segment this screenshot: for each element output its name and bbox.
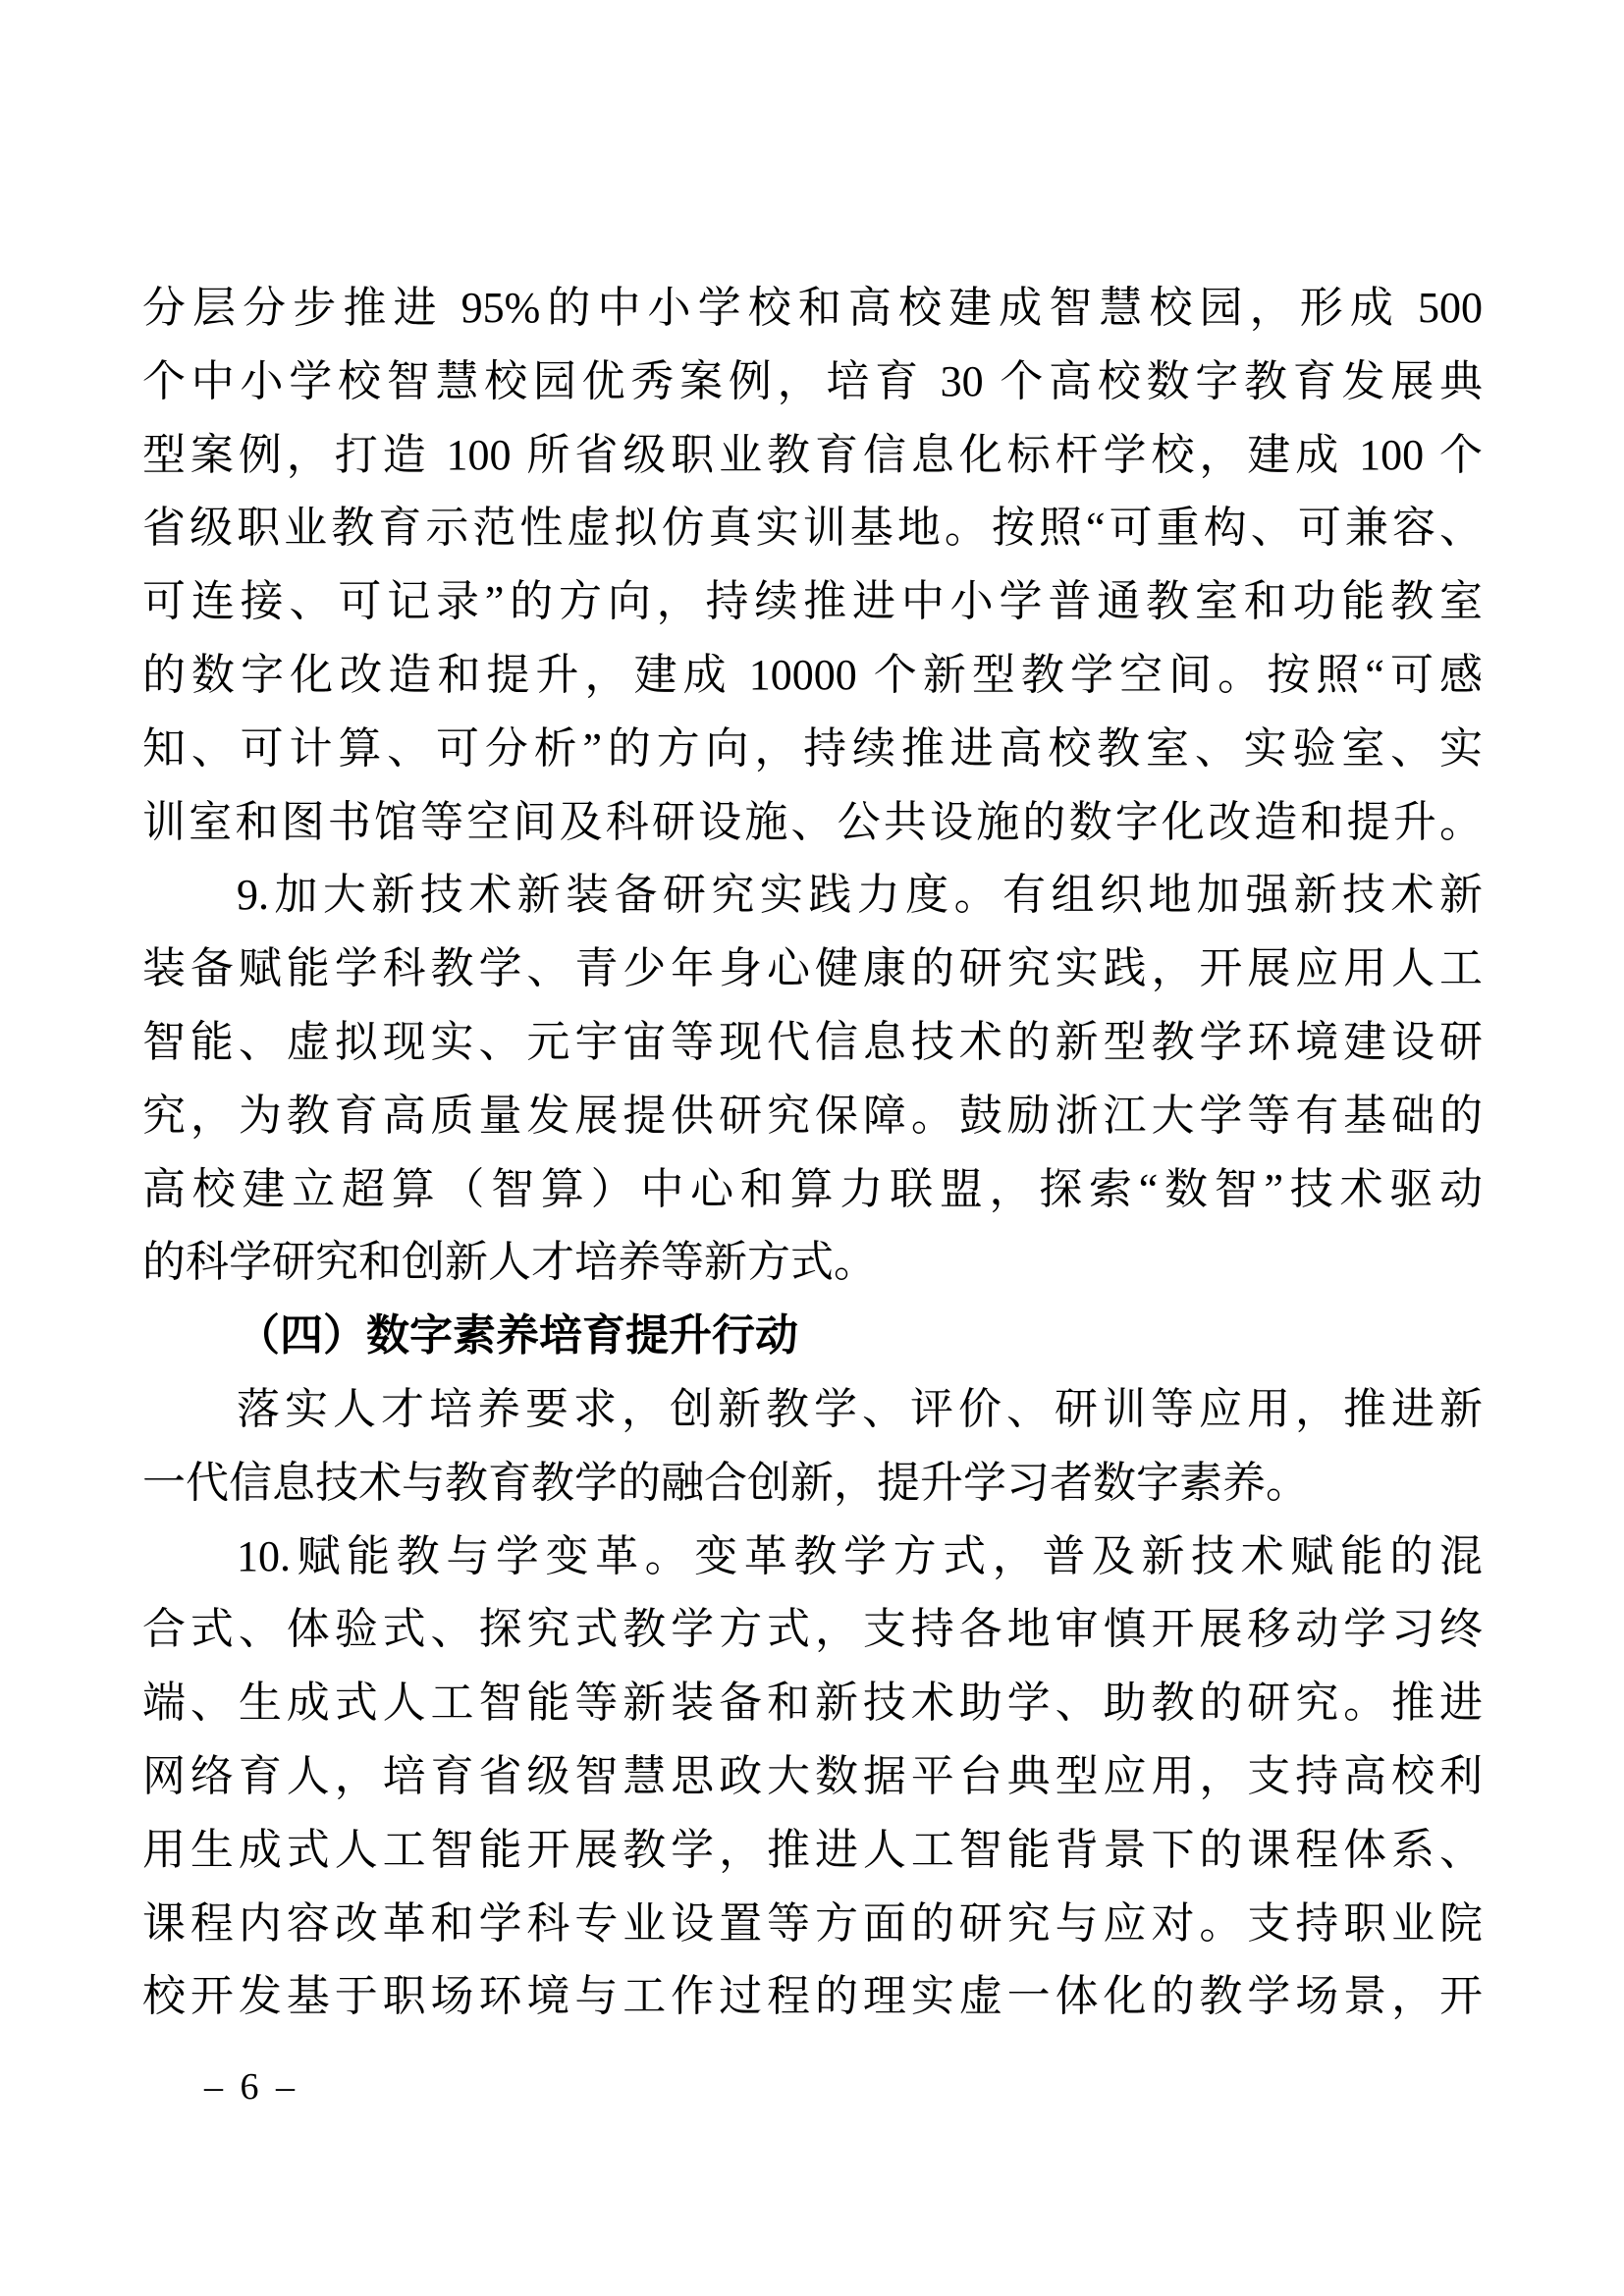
text-line: 究，为教育高质量发展提供研究保障。鼓励浙江大学等有基础的 xyxy=(142,1091,1483,1140)
text-line: 的数字化改造和提升，建成 10000 个新型教学空间。按照“可感 xyxy=(142,650,1483,699)
text-line: 课程内容改革和学科专业设置等方面的研究与应对。支持职业院 xyxy=(142,1898,1483,1948)
text-line: 分层分步推进 95%的中小学校和高校建成智慧校园，形成 500 xyxy=(142,284,1483,332)
text-line: 用生成式人工智能开展教学，推进人工智能背景下的课程体系、 xyxy=(142,1825,1483,1874)
text-line: 端、生成式人工智能等新装备和新技术助学、助教的研究。推进 xyxy=(142,1679,1483,1728)
text-line: 高校建立超算（智算）中心和算力联盟，探索“数智”技术驱动 xyxy=(142,1164,1483,1213)
paragraph xyxy=(142,1521,1483,2035)
section-heading xyxy=(142,1300,1483,1373)
text-line: 个中小学校智慧校园优秀案例，培育 30 个高校数字教育发展典 xyxy=(142,356,1483,405)
page-number: – 6 – xyxy=(204,2066,298,2108)
paragraph xyxy=(142,859,1483,1300)
text-line: 校开发基于职场环境与工作过程的理实虚一体化的教学场景，开 xyxy=(142,1972,1483,2021)
document-body xyxy=(142,272,1483,2034)
text-line: 的科学研究和创新人才培养等新方式。 xyxy=(142,1238,877,1287)
text-line: 9.加大新技术新装备研究实践力度。有组织地加强新技术新 xyxy=(237,871,1483,920)
text-line: （四）数字素养培育提升行动 xyxy=(237,1311,798,1361)
text-line: 省级职业教育示范性虚拟仿真实训基地。按照“可重构、可兼容、 xyxy=(142,504,1483,553)
text-line: 10.赋能教与学变革。变革教学方式，普及新技术赋能的混 xyxy=(237,1531,1483,1580)
text-line: 可连接、可记录”的方向，持续推进中小学普通教室和功能教室 xyxy=(142,577,1483,626)
text-line: 网络育人，培育省级智慧思政大数据平台典型应用，支持高校利 xyxy=(142,1751,1483,1800)
text-line: 合式、体验式、探究式教学方式，支持各地审慎开展移动学习终 xyxy=(142,1605,1483,1654)
paragraph xyxy=(142,272,1483,859)
text-line: 一代信息技术与教育教学的融合创新，提升学习者数字素养。 xyxy=(142,1458,1309,1507)
text-line: 知、可计算、可分析”的方向，持续推进高校教室、实验室、实 xyxy=(142,723,1483,773)
text-line: 装备赋能学科教学、青少年身心健康的研究实践，开展应用人工 xyxy=(142,944,1483,993)
paragraph xyxy=(142,1373,1483,1521)
text-line: 型案例，打造 100 所省级职业教育信息化标杆学校，建成 100 个 xyxy=(142,430,1483,479)
text-line: 智能、虚拟现实、元宇宙等现代信息技术的新型教学环境建设研 xyxy=(142,1017,1483,1066)
text-line: 落实人才培养要求，创新教学、评价、研训等应用，推进新 xyxy=(237,1384,1483,1433)
text-line: 训室和图书馆等空间及科研设施、公共设施的数字化改造和提升。 xyxy=(142,797,1483,846)
